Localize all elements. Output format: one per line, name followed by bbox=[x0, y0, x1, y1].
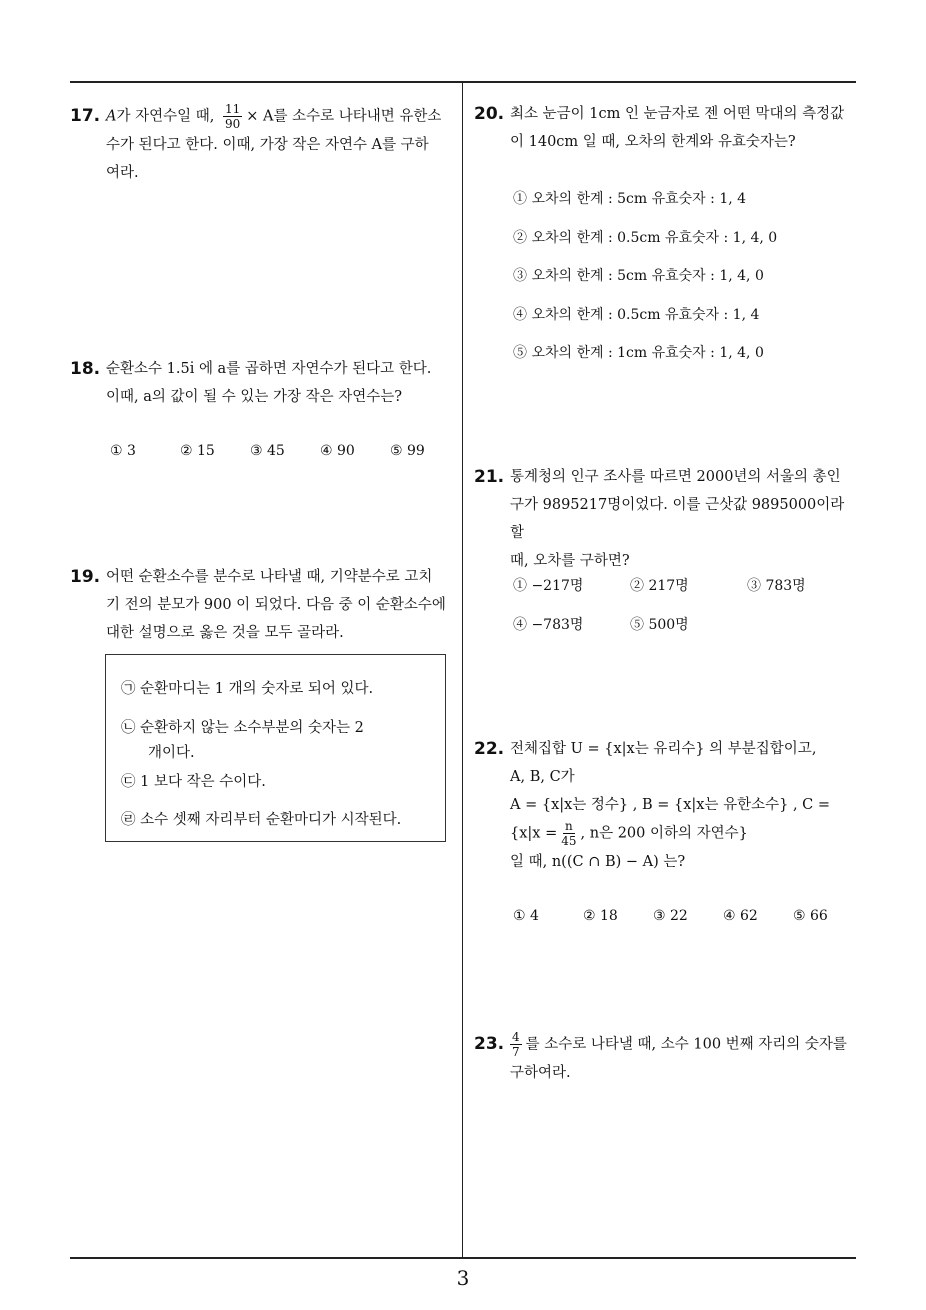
statement-item-cont: 개이다. bbox=[148, 745, 195, 761]
question-number: 17. bbox=[70, 106, 101, 126]
question-22 bbox=[474, 735, 862, 876]
question-text: $\frac{4}{7}$ 를 소수로 나타낼 때, 소수 100 번째 자리의 숫자를 구하여라. bbox=[510, 1030, 847, 1081]
question-text: A가 자연수일 때, $\frac{11}{90}$ × A를 소수로 나타내면 유한소 수가 된다고 한다. 이때, 가장 작은 자연수 A를 구하 여라. bbox=[106, 102, 442, 181]
option[interactable]: ③ 783명 bbox=[747, 578, 806, 594]
option[interactable]: ② 18 bbox=[583, 908, 618, 924]
option[interactable]: ③ 45 bbox=[250, 443, 285, 459]
bottom-rule bbox=[70, 1257, 856, 1259]
column-divider bbox=[462, 83, 463, 1257]
statement-item: ㉢ 1 보다 작은 수이다. bbox=[121, 774, 266, 790]
option[interactable]: ④ 62 bbox=[723, 908, 758, 924]
option[interactable]: ⑤ 99 bbox=[390, 443, 425, 459]
option[interactable]: ⑤ 오차의 한계 : 1cm 유효숫자 : 1, 4, 0 bbox=[513, 345, 764, 361]
option[interactable]: ② 217명 bbox=[630, 578, 689, 594]
option[interactable]: ② 오차의 한계 : 0.5cm 유효숫자 : 1, 4, 0 bbox=[513, 230, 778, 246]
question-20 bbox=[474, 100, 860, 156]
question-number: 20. bbox=[474, 104, 505, 124]
fraction: $\frac{4}{7}$ bbox=[512, 1030, 520, 1059]
statement-box bbox=[105, 654, 446, 842]
fraction: $\frac{n}{45}$ bbox=[561, 819, 577, 848]
option[interactable]: ⑤ 500명 bbox=[630, 617, 689, 633]
statement-item: ㉡ 순환하지 않는 소수부분의 숫자는 2 bbox=[121, 720, 364, 736]
question-text: 전체집합 U = {x|x는 유리수} 의 부분집합이고, A, B, C가 A = {x|x는 정수} , B = {x|x는 유한소수} , C = {x|x = $\frac{n}{45}$ , n은 200 이하의 자연수} 일 때, n((C ∩ B) − A) 는? bbox=[510, 741, 831, 870]
option[interactable]: ⑤ 66 bbox=[793, 908, 828, 924]
statement-item: ㉣ 소수 셋째 자리부터 순환마디가 시작된다. bbox=[121, 812, 402, 828]
question-19 bbox=[70, 563, 456, 647]
top-rule bbox=[70, 81, 856, 83]
question-text: 최소 눈금이 1cm 인 눈금자로 젠 어떤 막대의 측정값 이 140cm 일 때, 오차의 한계와 유효숫자는? bbox=[510, 106, 845, 150]
option[interactable]: ② 15 bbox=[180, 443, 215, 459]
question-text: 통계청의 인구 조사를 따르면 2000년의 서울의 총인 구가 9895217명이었다. 이를 근삿값 9895000이라 할 때, 오차를 구하면? bbox=[510, 469, 845, 569]
question-23 bbox=[474, 1030, 862, 1087]
statement-item: ㉠ 순환마디는 1 개의 숫자로 되어 있다. bbox=[121, 681, 374, 697]
option[interactable]: ④ 오차의 한계 : 0.5cm 유효숫자 : 1, 4 bbox=[513, 307, 760, 323]
question-text: 순환소수 1.5i̇ 에 a를 곱하면 자연수가 된다고 한다. 이때, a의 값이 될 수 있는 가장 작은 자연수는? bbox=[106, 361, 432, 405]
option[interactable]: ① 4 bbox=[513, 908, 539, 924]
option[interactable]: ③ 오차의 한계 : 5cm 유효숫자 : 1, 4, 0 bbox=[513, 268, 764, 284]
question-number: 18. bbox=[70, 359, 101, 379]
question-number: 22. bbox=[474, 739, 505, 759]
page-number: 3 bbox=[456, 1266, 470, 1290]
option[interactable]: ① 3 bbox=[110, 443, 136, 459]
question-number: 23. bbox=[474, 1034, 505, 1054]
fraction: $\frac{11}{90}$ bbox=[224, 102, 241, 131]
option[interactable]: ④ −783명 bbox=[513, 617, 584, 633]
question-21 bbox=[474, 463, 860, 575]
question-text: 어떤 순환소수를 분수로 나타낼 때, 기약분수로 고치 기 전의 분모가 900 이 되었다. 다음 중 이 순환소수에 대한 설명으로 옳은 것을 모두 골라라. bbox=[106, 569, 446, 641]
question-number: 19. bbox=[70, 567, 101, 587]
option[interactable]: ① 오차의 한계 : 5cm 유효숫자 : 1, 4 bbox=[513, 191, 747, 207]
option[interactable]: ③ 22 bbox=[653, 908, 688, 924]
question-number: 21. bbox=[474, 467, 505, 487]
question-18 bbox=[70, 355, 456, 411]
option[interactable]: ① −217명 bbox=[513, 578, 584, 594]
option[interactable]: ④ 90 bbox=[320, 443, 355, 459]
question-17 bbox=[70, 102, 456, 187]
